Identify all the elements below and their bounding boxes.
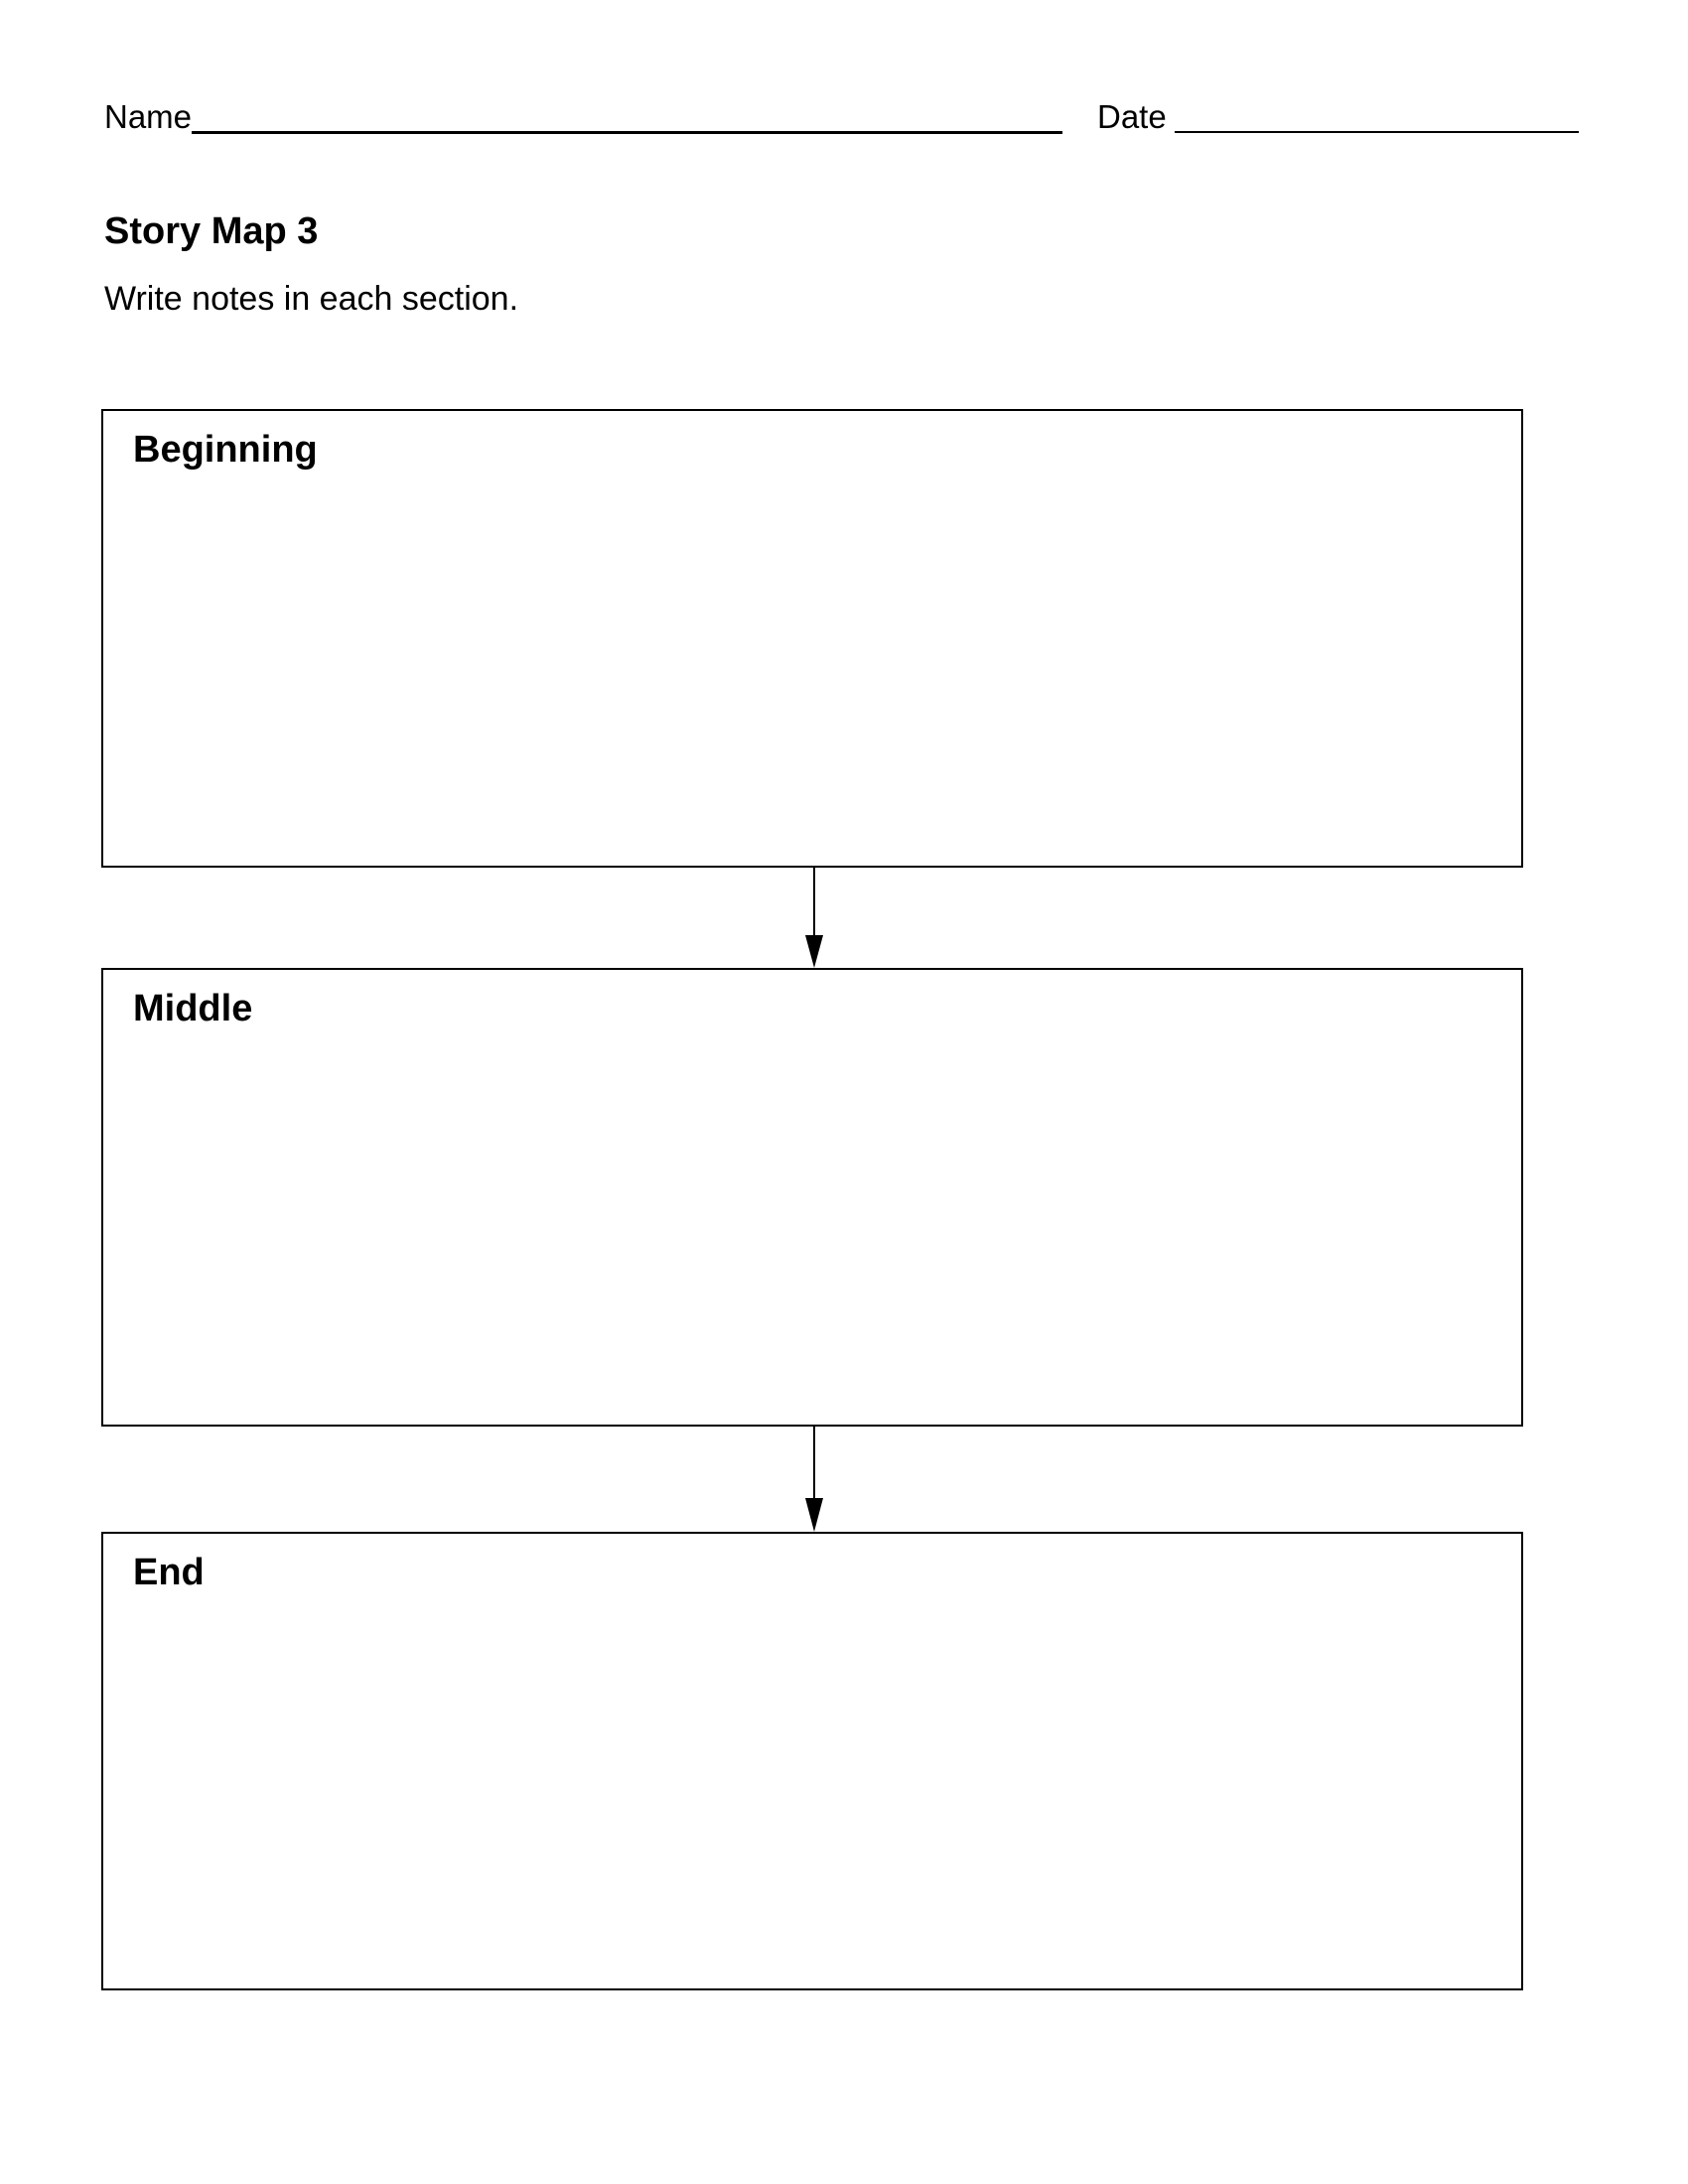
- page-title: Story Map 3: [104, 210, 319, 252]
- instructions-text: Write notes in each section.: [104, 280, 519, 318]
- date-label: Date: [1097, 98, 1167, 135]
- end-section-label: End: [133, 1552, 205, 1593]
- end-section-box[interactable]: [101, 1532, 1523, 1990]
- down-arrow-icon: [802, 1427, 826, 1532]
- beginning-section-box[interactable]: [101, 409, 1523, 868]
- beginning-section-label: Beginning: [133, 429, 318, 471]
- name-blank-line[interactable]: [192, 131, 1062, 134]
- header-row: [104, 91, 1579, 141]
- middle-section-box[interactable]: [101, 968, 1523, 1427]
- middle-section-label: Middle: [133, 988, 253, 1029]
- name-label: Name: [104, 98, 193, 135]
- down-arrow-icon: [802, 868, 826, 968]
- date-blank-line[interactable]: [1175, 131, 1579, 133]
